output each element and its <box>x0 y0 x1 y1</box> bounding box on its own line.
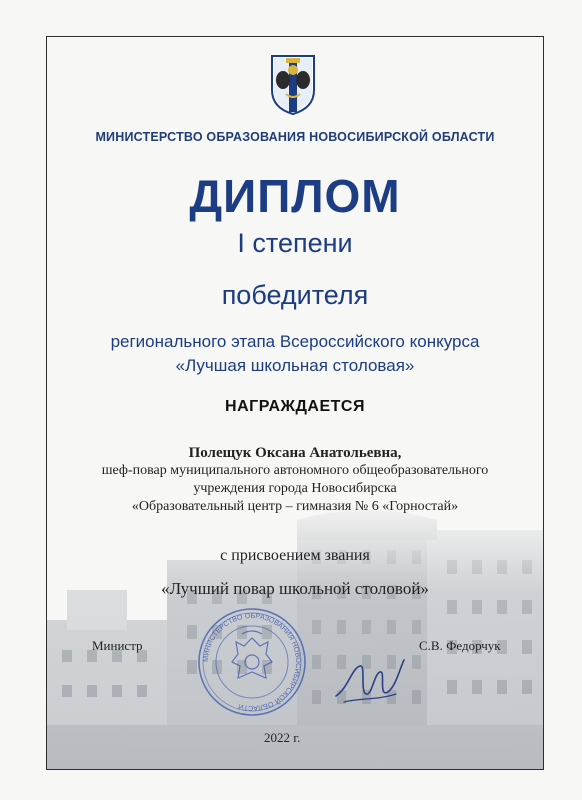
issue-year: 2022 г. <box>264 730 301 745</box>
diploma-title: ДИПЛОМ <box>189 170 401 222</box>
awarded-label: НАГРАЖДАЕТСЯ <box>225 398 365 415</box>
recipient-role-line-2: учреждения города Новосибирска <box>193 481 397 496</box>
recipient-role-line-1: шеф-повар муниципального автономного общеобразовательного <box>101 463 489 478</box>
contest-stage: регионального этапа Всероссийского конкурса <box>110 332 480 351</box>
signatory-position: Министр <box>92 638 143 653</box>
ministry-header: МИНИСТЕРСТВО ОБРАЗОВАНИЯ НОВОСИБИРСКОЙ ОБЛАСТИ <box>95 130 495 144</box>
novosibirsk-coat-of-arms-icon <box>268 54 318 116</box>
recipient-role-line-3: «Образовательный центр – гимназия № 6 «Горностай» <box>131 499 459 514</box>
diploma-degree: I степени <box>237 228 353 258</box>
signature-icon <box>330 648 410 708</box>
contest-name: «Лучшая школьная столовая» <box>175 356 415 375</box>
recipient-name: Полещук Оксана Анатольевна, <box>188 445 402 461</box>
winner-label: победителя <box>221 280 369 310</box>
official-seal-icon <box>196 606 308 718</box>
signatory-name: С.В. Федорчук <box>419 638 501 653</box>
seal-text: МИНИСТЕРСТВО ОБРАЗОВАНИЯ НОВОСИБИРСКОЙ ОБЛАСТИ <box>200 610 304 714</box>
awarded-title: «Лучший повар школьной столовой» <box>161 579 429 598</box>
assignment-text: с присвоением звания <box>220 547 370 564</box>
